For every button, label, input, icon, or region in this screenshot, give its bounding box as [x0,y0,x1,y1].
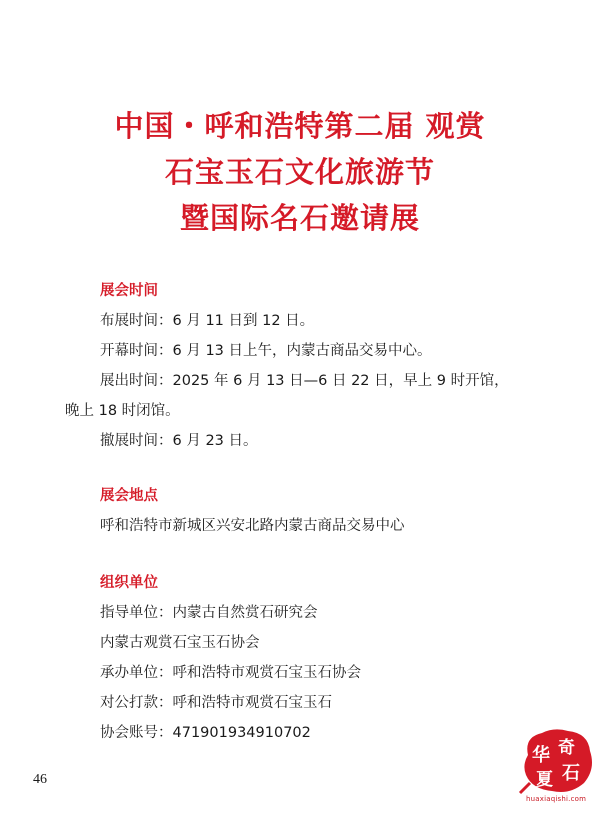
logo-char-shi: 石 [562,763,580,784]
page-number: 46 [33,772,47,787]
guide-unit: 指导单位：内蒙古自然赏石研究会 [100,605,318,621]
title-line-1: 中国・呼和浩特第二届 观赏 [114,109,486,143]
exhibit-time-line2: 晚上 18 时闭馆。 [65,403,180,419]
exhibit-time-line1: 展出时间：2025 年 6 月 13 日—6 日 22 日，早上 9 时开馆， [100,373,509,389]
guide-unit-2: 内蒙古观赏石宝玉石协会 [100,635,260,651]
logo-char-qi: 奇 [558,738,575,758]
venue-address: 呼和浩特市新城区兴安北路内蒙古商品交易中心 [100,518,405,534]
title-line-3: 暨国际名石邀请展 [179,201,420,235]
logo-seal-icon [518,725,596,797]
account-number: 协会账号：471901934910702 [100,725,311,741]
payee: 对公打款：呼和浩特市观赏石宝玉石 [100,695,332,711]
opening-time: 开幕时间：6 月 13 日上午，内蒙古商品交易中心。 [100,343,432,359]
title-line-2: 石宝玉石文化旅游节 [164,155,435,189]
section-heading-venue: 展会地点 [100,488,158,504]
section-heading-organizers: 组织单位 [100,575,158,591]
logo-char-hua: 华 [532,745,550,766]
host-unit: 承办单位：呼和浩特市观赏石宝玉石协会 [100,665,361,681]
setup-time: 布展时间：6 月 11 日到 12 日。 [100,313,315,329]
logo-char-xia: 夏 [536,770,553,790]
huaxia-qishi-logo [518,725,596,807]
teardown-time: 撤展时间：6 月 23 日。 [100,433,258,449]
logo-url: huaxiaqishi.com [526,795,587,803]
section-heading-time: 展会时间 [100,283,158,299]
